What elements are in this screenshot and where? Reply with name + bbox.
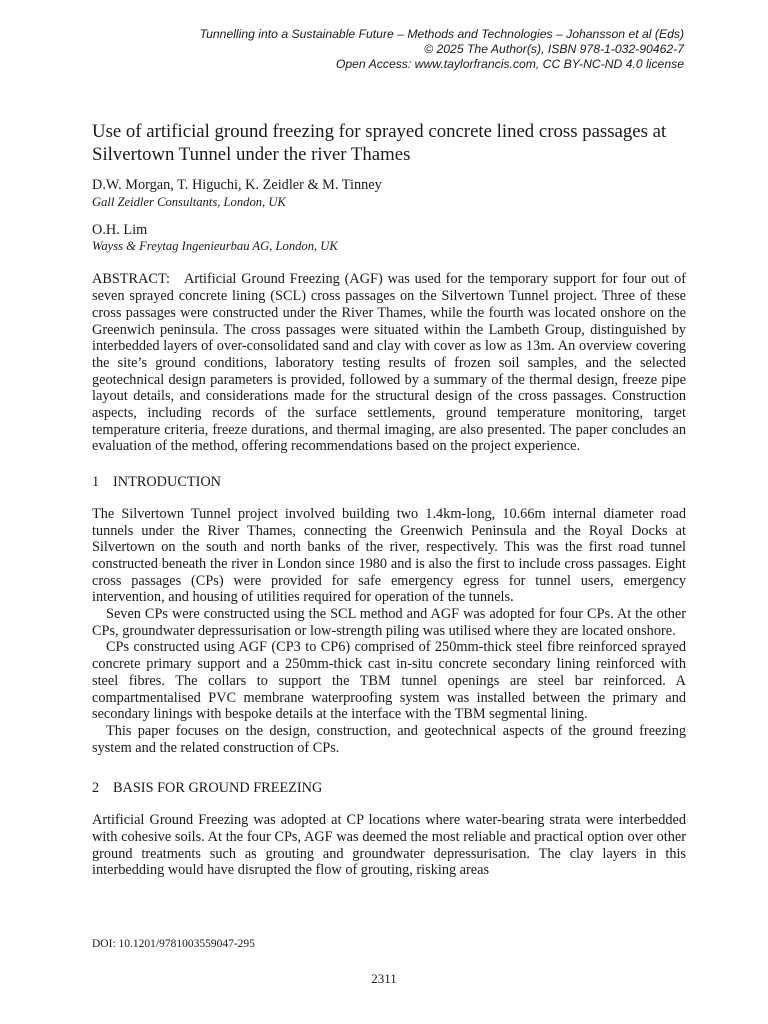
intro-paragraph: Seven CPs were constructed using the SCL method and AGF was adopted for four CPs. At the other CPs, groundwater depressurisation or low-strength piling was utilised where they are located onshore. [92,606,686,639]
header-license: Open Access: www.taylorfrancis.com, CC BY-NC-ND 4.0 license [335,57,684,71]
running-header [124,27,684,72]
page-number: 2311 [371,971,397,986]
intro-paragraph: The Silvertown Tunnel project involved building two 1.4km-long, 10.66m internal diameter road tunnels under the River Thames, connecting the Greenwich Peninsula and the Royal Docks at Silvertown on the south and north banks of the river, respectively. This was the first road tunnel constructed beneath the river in London since 1980 and is also the first to include cross passages. Eight cross passages (CPs) were provided for safe emergency egress for tunnel users, emergency intervention, and housing of utilities required for operation of the tunnels. [92,505,686,606]
section-number: 1 [92,474,100,491]
intro-paragraph: This paper focuses on the design, construction, and geotechnical aspects of the ground freezing system and the related construction of CPs. [92,722,686,756]
section-number: 2 [92,780,100,797]
section-heading-introduction [92,474,686,491]
author-list-1: D.W. Morgan, T. Higuchi, K. Zeidler & M. Tinney [92,177,382,193]
affiliation-1: Gall Zeidler Consultants, London, UK [92,194,286,209]
paper-body [92,121,686,879]
affiliation-2: Wayss & Freytag Ingenieurbau AG, London, UK [92,239,338,254]
doi-footnote: DOI: 10.1201/9781003559047-295 [92,938,255,950]
paper-title: Use of artificial ground freezing for sprayed concrete lined cross passages at Silvertown Tunnel under the river Thames [92,121,667,165]
author-list-2: O.H. Lim [92,221,148,238]
intro-paragraph: CPs constructed using AGF (CP3 to CP6) comprised of 250mm-thick steel fibre reinforced sprayed concrete primary support and a 250mm-thick cast in-situ concrete secondary lining reinforced with steel fibres. The collars to support the TBM tunnel openings are steel bar reinforced. A compartmentalised PVC membrane waterproofing system was installed between the primary and secondary linings with bespoke details at the interface with the TBM segmental lining. [92,639,686,723]
section-title: BASIS FOR GROUND FREEZING [113,780,323,797]
basis-paragraph: Artificial Ground Freezing was adopted at CP locations where water-bearing strata were interbedded with cohesive soils. At the four CPs, AGF was deemed the most reliable and practical option over other ground treatments such as grouting and groundwater depressurisation. The clay layers in this interbedding would have disrupted the flow of grouting, risking areas [92,812,686,879]
abstract-label: ABSTRACT: [92,271,170,288]
section-title: INTRODUCTION [113,474,222,491]
abstract [92,271,686,455]
abstract-text: Artificial Ground Freezing (AGF) was used for the temporary support for four out of seven sprayed concrete lining (SCL) cross passages on the Silvertown Tunnel project. Three of these cross passages were constructed under the River Thames, while the fourth was located onshore on the Greenwich peninsula. The cross passages were situated within the Lambeth Group, distinguished by interbedded layers of over-consolidated sand and clay with cover as low as 13m. An overview covering the site’s ground conditions, laboratory testing results of frozen soil samples, and the selected geotechnical design parameters is provided, followed by a summary of the thermal design, freeze pipe layout details, and considerations made for the structural design of the cross passages. Construction aspects, including records of the surface settlements, ground temperature monitoring, target temperature criteria, freeze durations, and thermal imaging, are also presented. The paper concludes an evaluation of the method, offering recommendations based on the project experience. [92,271,686,455]
header-copyright: © 2025 The Author(s), ISBN 978-1-032-90462-7 [424,42,684,56]
section-heading-basis [92,780,686,797]
header-book-title: Tunnelling into a Sustainable Future – Methods and Technologies – Johansson et al (Eds) [199,27,684,41]
